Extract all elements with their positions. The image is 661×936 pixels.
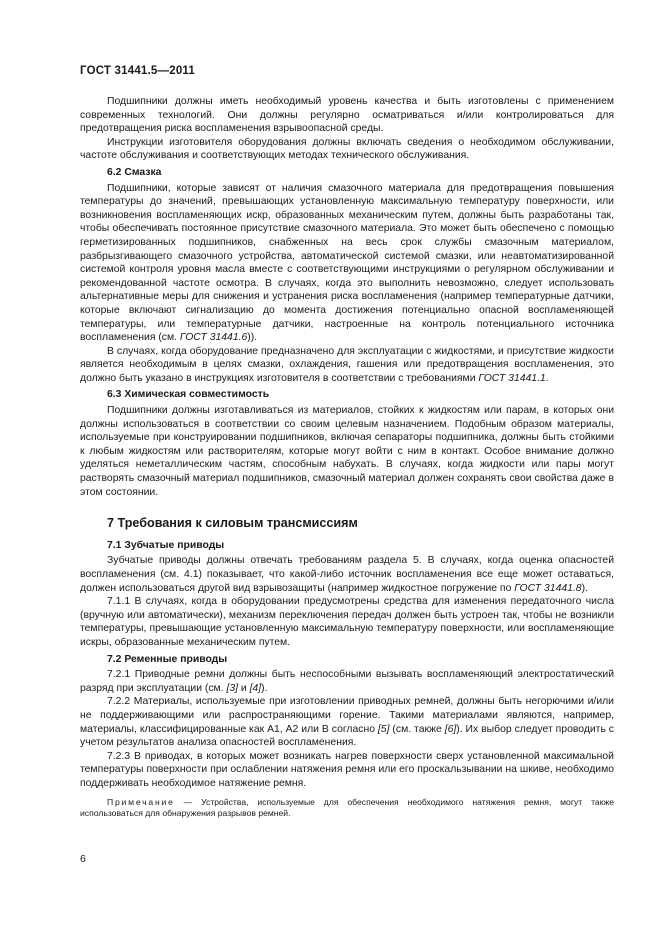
text: ). [261,682,268,694]
paragraph-7-2-3: 7.2.3 В приводах, в которых может возникать нагрев поверхности сверх установленной максимальной температуры поверхности при ослаблении натяжения ремня или его проскальзывании на шкиве, необходимо поддерживать необходимое натяжение ремня. [80,750,614,789]
paragraph-gear-drives [80,554,614,595]
paragraph-bearing-quality: Подшипники должны иметь необходимый уровень качества и быть изготовлены с применением современных технологий. Они должны регулярно осматриваться и/или контролироваться для предотвращения риска воспламенения взрывоопасной среды. [80,96,614,135]
paragraph-7-2-1 [80,668,614,695]
paragraph-manufacturer-instructions: Инструкции изготовителя оборудования должны включать сведения о необходимом обслуживании, частоте обслуживания и соответствующих методах технического обслуживания. [80,136,614,162]
subsection-heading-7-2: 7.2 Ременные приводы [107,653,228,665]
subsection-heading-6-3: 6.3 Химическая совместимость [107,389,270,401]
text: ). [581,582,588,594]
standard-reference: ГОСТ 31441.6 [179,332,248,344]
paragraph-lubrication [80,182,614,345]
text: 7.2.2 Материалы, используемые при изготовлении приводных ремней, должны быть негорючими и/или не поддерживающими или распространяющими горение. Такими материалами являются, например, материалы, классифицированные как А1, А2 или В согласно [80,696,614,735]
standard-reference: ГОСТ 31441.1 [478,372,546,384]
text: )). [247,332,258,344]
document-header: ГОСТ 31441.5—2011 [80,65,195,77]
paragraph-7-1-1: 7.1.1 В случаях, когда в оборудовании предусмотрены средства для изменения передаточного числа (вручную или автоматически), механизм переключения передач должен быть устроен так, чтобы не возникли температуры, превышающие установленную максимальную температуру поверхности, или воспламеняющие искры, образованные механическим путем. [80,596,614,648]
text: (см. также [389,723,445,735]
standard-reference: ГОСТ 31441.8 [514,582,582,594]
subsection-heading-7-1: 7.1 Зубчатые приводы [107,539,225,551]
paragraph-liquids [80,345,614,386]
page-number: 6 [80,853,86,865]
text: и [238,682,250,694]
document-body [80,95,614,820]
paragraph-7-2-2 [80,695,614,749]
text: Подшипники, которые зависят от наличия смазочного материала для предотвращения повышения температуры до значений, превышающих установленную максимальную температуру поверхности, или возникновения воспламеняющих искр, образованных механическим путем, должны быть разработаны так, чтобы обеспечивать постоянное присутствие смазочного материала. Это может быть обеспечено с помощью герметизированных подшипников, снабженных на весь срок службы смазочным материалом, разбрызгивающего смазочного устройства, автоматической системой смазки, или неавтоматизированной системой контроля уровня масла вместе с соответствующими инструкциями о регулярном обслуживании и рекомендованной частоте осмотра. В случаях, когда это выполнить невозможно, следует использовать альтернативные меры для снижения и устранения риска воспламенения (например температурные датчики, которые включают сигнализацию до момента достижения потенциально опасной воспламеняющей температуры, или температурные датчики, настроенные на контроль потенциального источника воспламенения (см. [80,182,614,344]
bibliography-reference: [3] [226,682,239,694]
paragraph-chemical-compatibility: Подшипники должны изготавливаться из материалов, стойких к жидкостям или парам, в которых они должны использоваться в соответствии со своим целевым назначением. Подобным образом материалы, используемые при конструировании подшипников, включая сепараторы подшипника, должны быть стойкими к любым жидкостям или растворителям, которые могут войти с ним в контакт. Особое внимание должно уделяться неметаллическим частям, способным набухать. В случаях, когда жидкости или пары могут растворять смазочный материал подшипников, смазочный материал должен сохранять свои свойства даже в этом состоянии. [80,405,614,498]
note-label: Примечание [107,796,175,807]
note-text: — Устройства, используемые для обеспечения необходимого натяжения ремня, могут также использоваться для обнаружения разрывов ремней. [80,796,614,818]
text: . [545,372,549,384]
note [80,797,614,820]
text: ). Их выбор следует проводить с учетом результатов анализа опасностей воспламенения. [80,723,614,749]
section-heading-7: 7 Требования к силовым трансмиссиям [107,516,358,531]
bibliography-reference: [5] [377,723,390,735]
bibliography-reference: [6] [444,723,457,735]
subsection-heading-6-2: 6.2 Смазка [107,166,162,178]
text: Зубчатые приводы должны отвечать требованиям раздела 5. В случаях, когда оценка опасностей воспламенения (см. 4.1) показывает, что какой-либо источник воспламенения все еще может оставаться, должен использоваться другой вид взрывозащиты (например жидкостное погружение по [80,555,614,594]
text: 7.2.1 Приводные ремни должны быть неспособными вызывать воспламеняющий электростатический разряд при эксплуатации (см. [80,669,614,694]
text: В случаях, когда оборудование предназначено для эксплуатации с жидкостями, и присутствие жидкости является необходимым в целях смазки, охлаждения, гашения или предотвращения воспламенения, это должно быть указано в инструкциях изготовителя в соответствии с требованиями [80,345,614,384]
bibliography-reference: [4] [249,682,262,694]
